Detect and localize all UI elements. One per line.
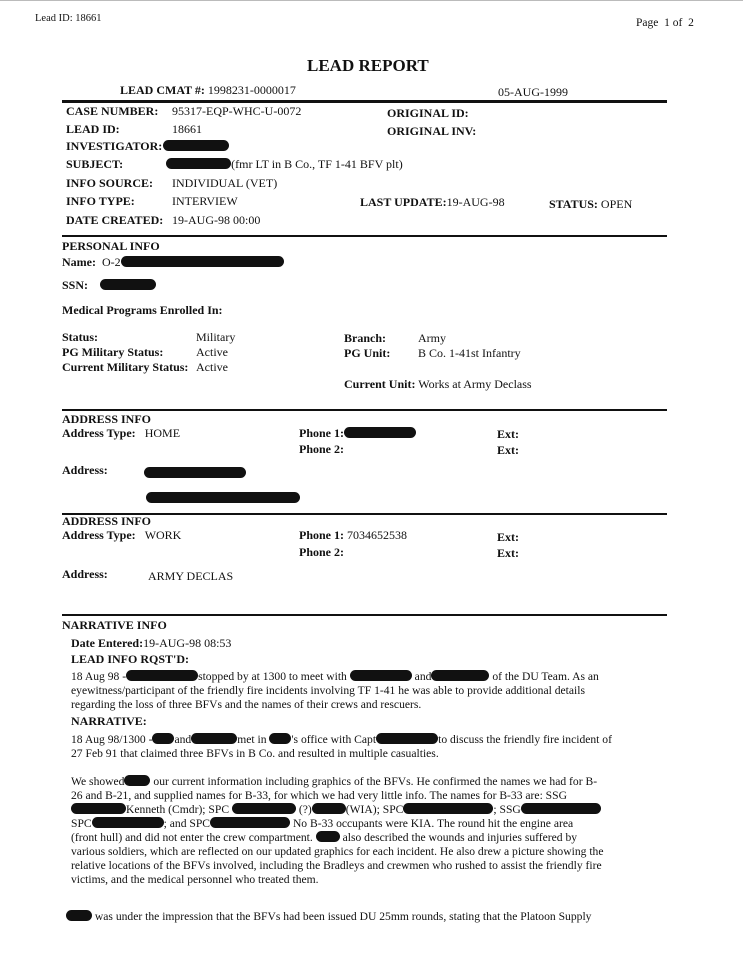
redaction: [71, 803, 126, 814]
personal-info-heading: PERSONAL INFO: [62, 239, 160, 253]
info-source-value: INDIVIDUAL (VET): [172, 176, 278, 190]
last-update: LAST UPDATE:19-AUG-98: [360, 195, 505, 209]
address-type-home: Address Type: HOME: [62, 426, 181, 440]
branch-value: Army: [418, 331, 446, 345]
redaction: [431, 670, 489, 681]
narrative-p1: 18 Aug 98/1300 - and met in 's office with Capt to discuss the friendly fire incident of 27 Feb 91 that claimed three BFVs in B Co. and resulted in multiple casualties.: [71, 733, 612, 760]
section-divider: [62, 614, 667, 616]
redaction: [376, 733, 438, 744]
redaction: [232, 803, 296, 814]
section-divider: [62, 409, 667, 411]
status-field: STATUS: OPEN: [549, 197, 633, 211]
section-divider: [62, 100, 667, 103]
info-type-label: INFO TYPE:: [66, 194, 135, 208]
narrative-p2: We showed our current information including graphics of the BFVs. He confirmed the names we had for B- 26 and B-21, and supplied names for B-33, for which we had very little info. The names for B-33 are: SSG Kenneth (Cmdr); SPC (?) (WIA); SPC ; SSG SPC ; and SPC No B-33 occupants were KIA. The round hit the engine area (front hull) and did not enter the crew compartment. also described the wounds and injuries suffered by various soldiers, which are reflected on our updated graphics for each incident. He also drew a picture showing the relative locations of the BFVs involved, including the Bradleys and crewmen who rushed to assist the friendly fire victims, and the medical personnel who treated them.: [71, 775, 604, 886]
rqstd-text: 18 Aug 98 - stopped by at 1300 to meet with and of the DU Team. As an eyewitness/participant of the friendly fire incidents involving TF 1-41 he was able to provide additional details regarding the loss of three BFVs and the names of their crews and rescuers.: [71, 670, 599, 711]
cmat-line: LEAD CMAT #: 1998231-0000017: [120, 83, 296, 97]
lead-id-label: LEAD ID:: [66, 122, 120, 136]
status-value: Military: [196, 330, 236, 344]
redaction: [146, 492, 300, 503]
report-date: 05-AUG-1999: [498, 85, 568, 99]
redaction: [312, 803, 346, 814]
case-number-label: CASE NUMBER:: [66, 104, 159, 118]
status-label: Status:: [62, 330, 99, 344]
redaction: [210, 817, 290, 828]
current-unit: Current Unit: Works at Army Declass: [344, 377, 532, 391]
home-ext1: Ext:: [497, 427, 519, 441]
address-info-heading: ADDRESS INFO: [62, 412, 152, 426]
redaction: [350, 670, 412, 681]
pg-military-label: PG Military Status:: [62, 345, 164, 359]
work-phone1: Phone 1: 7034652538: [299, 528, 407, 542]
pg-military-value: Active: [196, 345, 228, 359]
redaction: [121, 256, 284, 267]
pg-unit-label: PG Unit:: [344, 346, 391, 360]
home-address-label: Address:: [62, 463, 108, 477]
lead-id-header: Lead ID: 18661: [35, 13, 102, 24]
pg-unit-value: B Co. 1-41st Infantry: [418, 346, 521, 360]
redaction: [191, 733, 237, 744]
narrative-p3: was under the impression that the BFVs had been issued DU 25mm rounds, stating that the Platoon Supply: [66, 910, 646, 924]
redaction: [126, 670, 198, 681]
lead-id-value: 18661: [172, 122, 202, 136]
redaction: [163, 140, 229, 151]
page-title: LEAD REPORT: [307, 56, 429, 75]
home-phone1: Phone 1:: [299, 426, 416, 441]
investigator-label: INVESTIGATOR:: [66, 139, 229, 154]
work-ext2: Ext:: [497, 546, 519, 560]
current-military-value: Active: [196, 360, 228, 374]
section-divider: [62, 513, 667, 515]
redaction: [521, 803, 601, 814]
medical-label: Medical Programs Enrolled In:: [62, 303, 223, 317]
ssn-row: SSN:: [62, 278, 156, 293]
original-id-label: ORIGINAL ID:: [387, 106, 469, 120]
address-info-heading: ADDRESS INFO: [62, 514, 152, 528]
narrative-heading: NARRATIVE INFO: [62, 618, 167, 632]
work-address-label: Address:: [62, 567, 108, 581]
date-entered: Date Entered:19-AUG-98 08:53: [71, 636, 232, 650]
lead-info-rqstd-label: LEAD INFO RQST'D:: [71, 652, 190, 666]
info-type-value: INTERVIEW: [172, 194, 238, 208]
section-divider: [62, 235, 667, 237]
case-number-value: 95317-EQP-WHC-U-0072: [172, 104, 302, 118]
redaction: [403, 803, 493, 814]
name-row: Name: O-2: [62, 255, 284, 270]
branch-label: Branch:: [344, 331, 386, 345]
page-indicator: Page 1 of 2: [636, 17, 694, 29]
redaction: [166, 158, 231, 169]
top-border: [0, 0, 743, 1]
redaction: [269, 733, 291, 744]
address-type-work: Address Type: WORK: [62, 528, 182, 542]
original-inv-label: ORIGINAL INV:: [387, 124, 477, 138]
info-source-label: INFO SOURCE:: [66, 176, 154, 190]
redaction: [92, 817, 164, 828]
work-address-value: ARMY DECLAS: [148, 569, 234, 583]
work-phone2-label: Phone 2:: [299, 545, 344, 559]
home-phone2-label: Phone 2:: [299, 442, 344, 456]
redaction: [152, 733, 174, 744]
home-ext2: Ext:: [497, 443, 519, 457]
redaction: [344, 427, 416, 438]
narrative-label: NARRATIVE:: [71, 714, 147, 728]
redaction: [316, 831, 340, 842]
date-created-label: DATE CREATED:: [66, 213, 164, 227]
work-ext1: Ext:: [497, 530, 519, 544]
current-military-label: Current Military Status:: [62, 360, 189, 374]
date-created-value: 19-AUG-98 00:00: [172, 213, 261, 227]
redaction: [144, 467, 246, 478]
redaction: [66, 910, 92, 921]
subject-row: SUBJECT: (fmr LT in B Co., TF 1-41 BFV plt): [66, 157, 403, 171]
redaction: [100, 279, 156, 290]
redaction: [124, 775, 150, 786]
